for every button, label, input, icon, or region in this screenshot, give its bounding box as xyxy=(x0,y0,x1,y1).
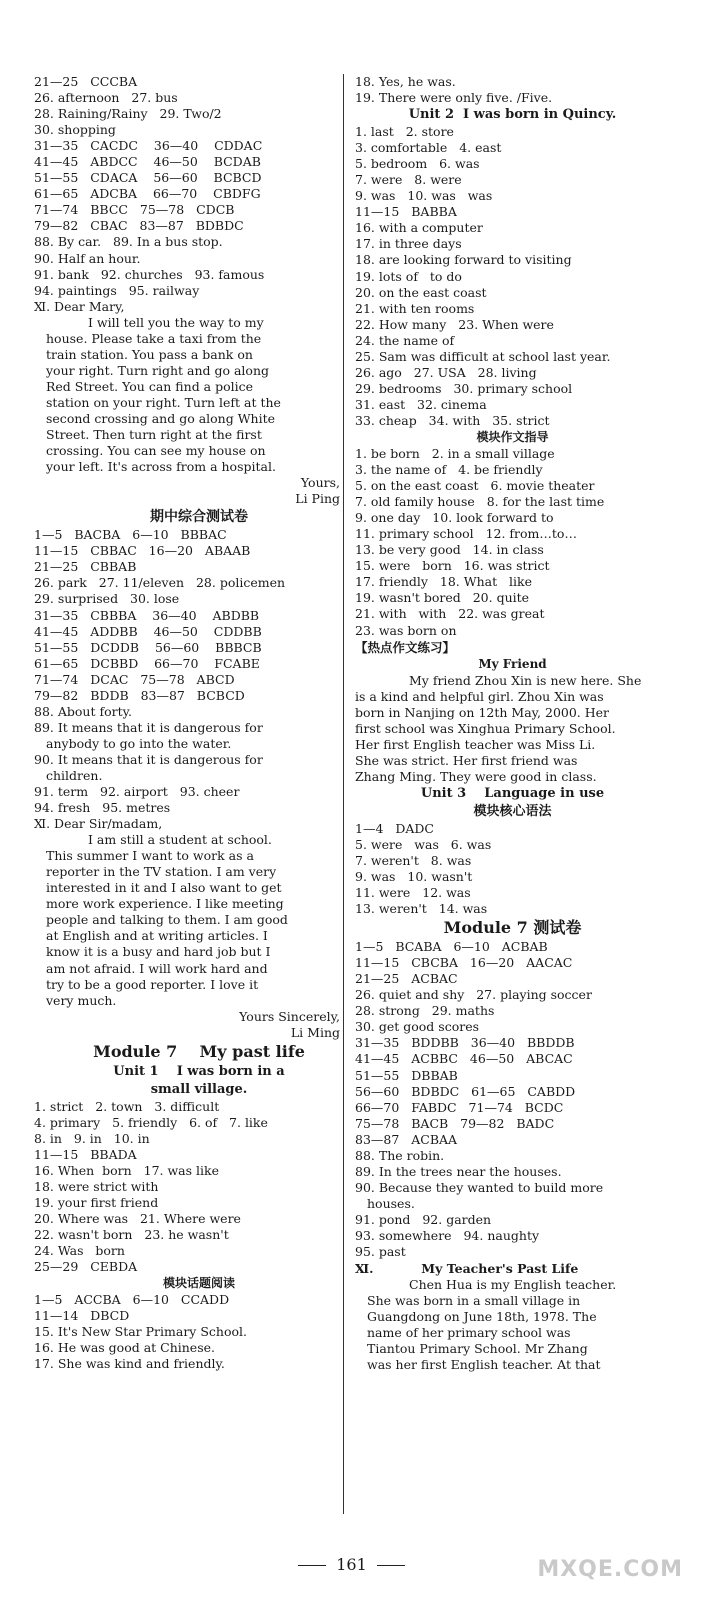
right-line: was her first English teacher. At that xyxy=(367,1357,601,1373)
right-line: 18. are looking forward to visiting xyxy=(355,252,572,268)
left-line: 91. term 92. airport 93. cheer xyxy=(34,784,240,800)
left-line: 11—15 BBADA xyxy=(34,1146,137,1162)
left-line: 19. your first friend xyxy=(34,1195,159,1211)
right-line: Unit 3 Language in use xyxy=(420,785,605,801)
right-line: 1—4 DADC xyxy=(355,820,434,836)
right-line: Tiantou Primary School. Mr Zhang xyxy=(367,1341,588,1357)
left-line: 31—35 CBBBA 36—40 ABDBB xyxy=(34,607,260,623)
left-line: 17. She was kind and friendly. xyxy=(34,1356,225,1372)
right-line: She was born in a small village in xyxy=(367,1293,581,1309)
right-line: 20. on the east coast xyxy=(355,284,487,300)
left-line: 11—14 DBCD xyxy=(34,1308,130,1324)
left-line: 29. surprised 30. lose xyxy=(34,591,180,607)
right-line: 13. weren't 14. was xyxy=(355,901,488,917)
left-line: 61—65 ADCBA 66—70 CBDFG xyxy=(34,186,261,202)
left-line: 8. in 9. in 10. in xyxy=(34,1130,150,1146)
left-line: I will tell you the way to my xyxy=(88,314,264,330)
left-line: 71—74 BBCC 75—78 CDCB xyxy=(34,202,235,218)
right-line: 19. lots of to do xyxy=(355,268,462,284)
right-line: 29. bedrooms 30. primary school xyxy=(355,380,573,396)
left-line: Unit 1 I was born in a xyxy=(113,1063,285,1079)
right-line: 3. comfortable 4. east xyxy=(355,140,502,156)
left-line: your right. Turn right and go along xyxy=(46,362,269,378)
left-line: 20. Where was 21. Where were xyxy=(34,1211,241,1227)
left-line: 94. paintings 95. railway xyxy=(34,282,200,298)
right-line: 25. Sam was difficult at school last year. xyxy=(355,348,611,364)
left-line: I am still a student at school. xyxy=(88,832,272,848)
left-line: 51—55 DCDDB 56—60 BBBCB xyxy=(34,639,262,655)
right-line: 95. past xyxy=(355,1244,406,1260)
left-line: Li Ping xyxy=(295,491,340,507)
left-line: 90. It means that it is dangerous for xyxy=(34,751,263,767)
right-line: houses. xyxy=(367,1195,415,1211)
right-line: 16. with a computer xyxy=(355,220,483,236)
left-line: Ⅺ. Dear Mary, xyxy=(34,298,125,314)
left-line: am not afraid. I will work hard and xyxy=(46,960,268,976)
left-line: at English and at writing articles. I xyxy=(46,928,268,944)
left-line: Ⅺ. Dear Sir/madam, xyxy=(34,816,163,832)
right-line: 7. old family house 8. for the last time xyxy=(355,494,605,510)
right-line: 17. friendly 18. What like xyxy=(355,574,532,590)
right-line: Guangdong on June 18th, 1978. The xyxy=(367,1309,597,1325)
right-line: My Friend xyxy=(478,656,547,671)
right-line: Chen Hua is my English teacher. xyxy=(409,1277,617,1293)
left-line: 88. By car. 89. In a bus stop. xyxy=(34,234,223,250)
left-line: house. Please take a taxi from the xyxy=(46,330,262,346)
right-line: 75—78 BACB 79—82 BADC xyxy=(355,1115,555,1131)
left-line: crossing. You can see my house on xyxy=(46,443,266,459)
right-line: 7. were 8. were xyxy=(355,172,462,188)
right-line: 91. pond 92. garden xyxy=(355,1211,492,1227)
right-line: 30. get good scores xyxy=(355,1019,480,1035)
left-line: 1—5 ACCBA 6—10 CCADD xyxy=(34,1292,230,1308)
right-line: 21—25 ACBAC xyxy=(355,971,458,987)
right-line: Unit 2 I was born in Quincy. xyxy=(408,107,617,123)
right-line: Module 7 测试卷 xyxy=(443,918,582,938)
left-line: 期中综合测试卷 xyxy=(150,509,248,526)
footer-dash-right xyxy=(377,1565,405,1566)
right-line: 1—5 BCABA 6—10 ACBAB xyxy=(355,939,548,955)
page-number: 161 xyxy=(336,1555,367,1574)
right-line: 88. The robin. xyxy=(355,1147,445,1163)
right-line: 11. were 12. was xyxy=(355,885,471,901)
right-line: 1. be born 2. in a small village xyxy=(355,445,555,461)
right-line: Her first English teacher was Miss Li. xyxy=(355,736,596,752)
right-column xyxy=(355,74,670,1373)
right-line: 51—55 DBBAB xyxy=(355,1067,458,1083)
left-line: very much. xyxy=(46,992,117,1008)
left-line: 26. park 27. 11/eleven 28. policemen xyxy=(34,575,286,591)
left-line: Li Ming xyxy=(290,1024,340,1040)
right-line: 【热点作文练习】 xyxy=(355,639,456,655)
right-line: 93. somewhere 94. naughty xyxy=(355,1228,540,1243)
left-line: 51—55 CDACA 56—60 BCBCD xyxy=(34,170,262,186)
right-line: 11—15 BABBA xyxy=(355,204,457,220)
left-line: 41—45 ABDCC 46—50 BCDAB xyxy=(34,154,261,170)
left-line: 21—25 CCCBA xyxy=(34,74,138,89)
left-line: 15. It's New Star Primary School. xyxy=(34,1324,247,1340)
left-line: 16. He was good at Chinese. xyxy=(34,1340,215,1356)
left-line: 16. When born 17. was like xyxy=(34,1162,219,1178)
right-line: 31—35 BDDBB 36—40 BBDDB xyxy=(355,1035,575,1051)
right-line: 26. ago 27. USA 28. living xyxy=(355,364,537,380)
right-line: 19. wasn't bored 20. quite xyxy=(355,590,530,606)
right-line: 24. the name of xyxy=(355,332,455,348)
right-line: 7. weren't 8. was xyxy=(355,852,472,868)
right-line: 41—45 ACBBC 46—50 ABCAC xyxy=(355,1051,573,1067)
right-line: 90. Because they wanted to build more xyxy=(355,1179,604,1195)
right-line: first school was Xinghua Primary School. xyxy=(355,720,616,736)
right-line: Zhang Ming. They were good in class. xyxy=(355,768,597,784)
right-line: My friend Zhou Xin is new here. She xyxy=(409,672,642,688)
left-line: 24. Was born xyxy=(34,1243,125,1259)
left-line: 18. were strict with xyxy=(34,1179,159,1194)
right-line: Ⅺ. My Teacher's Past Life xyxy=(355,1261,579,1277)
right-line: She was strict. Her first friend was xyxy=(355,752,578,768)
right-line: 15. were born 16. was strict xyxy=(355,558,550,574)
left-column xyxy=(34,74,364,1373)
left-line: Yours Sincerely, xyxy=(239,1008,340,1024)
right-line: 9. was 10. wasn't xyxy=(355,869,473,885)
right-line: 17. in three days xyxy=(355,236,462,252)
right-line: is a kind and helpful girl. Zhou Xin was xyxy=(355,688,604,704)
right-line: 9. one day 10. look forward to xyxy=(355,510,554,526)
right-line: 19. There were only five. /Five. xyxy=(355,90,553,106)
left-line: 30. shopping xyxy=(34,122,116,138)
left-line: train station. You pass a bank on xyxy=(46,346,253,362)
footer-dash-left xyxy=(298,1565,326,1566)
right-line: 28. strong 29. maths xyxy=(355,1003,495,1019)
right-line: 89. In the trees near the houses. xyxy=(355,1163,562,1179)
left-line: 91. bank 92. churches 93. famous xyxy=(34,266,265,282)
right-line: 11. primary school 12. from…to… xyxy=(355,526,577,542)
left-line: 61—65 DCBBD 66—70 FCABE xyxy=(34,655,260,671)
left-line: reporter in the TV station. I am very xyxy=(46,864,277,880)
left-line: anybody to go into the water. xyxy=(46,735,232,751)
left-line: Red Street. You can find a police xyxy=(46,378,254,394)
right-line: 31. east 32. cinema xyxy=(355,396,487,412)
right-line: 23. was born on xyxy=(355,622,457,638)
left-line: 1—5 BACBA 6—10 BBBAC xyxy=(34,527,227,543)
left-line: 89. It means that it is dangerous for xyxy=(34,719,263,735)
right-line: 1. last 2. store xyxy=(355,124,454,140)
left-line: 71—74 DCAC 75—78 ABCD xyxy=(34,671,235,687)
right-line: 9. was 10. was was xyxy=(355,188,493,204)
left-line: 4. primary 5. friendly 6. of 7. like xyxy=(34,1114,268,1130)
right-line: 83—87 ACBAA xyxy=(355,1131,458,1147)
right-line: 26. quiet and shy 27. playing soccer xyxy=(355,987,592,1003)
watermark-logo: MXQE.COM xyxy=(537,1557,683,1582)
column-divider xyxy=(343,74,344,1514)
right-line: 21. with ten rooms xyxy=(355,300,475,316)
left-line: 79—82 CBAC 83—87 BDBDC xyxy=(34,218,244,234)
left-line: 21—25 CBBAB xyxy=(34,559,137,575)
right-line: 21. with with 22. was great xyxy=(355,606,545,622)
right-line: 3. the name of 4. be friendly xyxy=(355,462,543,478)
left-line: 模块话题阅读 xyxy=(162,1276,235,1291)
left-line: station on your right. Turn left at the xyxy=(46,394,281,410)
left-line: Module 7 My past life xyxy=(93,1041,305,1061)
right-line: 5. were was 6. was xyxy=(355,836,492,852)
right-line: 模块作文指导 xyxy=(476,429,549,444)
left-line: 41—45 ADDBB 46—50 CDDBB xyxy=(34,623,262,639)
right-line: name of her primary school was xyxy=(367,1325,571,1341)
left-line: more work experience. I like meeting xyxy=(46,896,284,912)
left-line: try to be a good reporter. I love it xyxy=(46,976,259,992)
left-line: 1. strict 2. town 3. difficult xyxy=(34,1098,220,1114)
left-line: second crossing and go along White xyxy=(46,410,276,426)
left-line: 88. About forty. xyxy=(34,703,132,719)
left-line: 25—29 CEBDA xyxy=(34,1259,138,1275)
left-line: This summer I want to work as a xyxy=(46,848,254,864)
left-line: people and talking to them. I am good xyxy=(46,912,288,928)
right-line: 56—60 BDBDC 61—65 CABDD xyxy=(355,1083,576,1099)
left-line: 79—82 BDDB 83—87 BCBCD xyxy=(34,687,245,703)
right-line: 13. be very good 14. in class xyxy=(355,542,544,558)
left-line: interested in it and I also want to get xyxy=(46,880,282,896)
right-line: 22. How many 23. When were xyxy=(355,316,554,332)
right-line: 5. bedroom 6. was xyxy=(355,156,480,172)
left-line: 31—35 CACDC 36—40 CDDAC xyxy=(34,138,263,154)
left-line: small village. xyxy=(150,1081,248,1097)
right-line: born in Nanjing on 12th May, 2000. Her xyxy=(355,704,610,720)
left-line: children. xyxy=(46,767,103,783)
left-line: 90. Half an hour. xyxy=(34,250,141,266)
left-line: your left. It's across from a hospital. xyxy=(46,459,276,475)
left-line: Street. Then turn right at the first xyxy=(46,427,262,443)
left-line: 26. afternoon 27. bus xyxy=(34,90,178,106)
left-line: 94. fresh 95. metres xyxy=(34,800,171,816)
left-line: 22. wasn't born 23. he wasn't xyxy=(34,1227,229,1243)
left-line: 28. Raining/Rainy 29. Two/2 xyxy=(34,106,222,122)
left-line: Yours, xyxy=(300,475,340,491)
right-line: 18. Yes, he was. xyxy=(355,74,456,89)
left-line: know it is a busy and hard job but I xyxy=(46,944,271,960)
right-line: 33. cheap 34. with 35. strict xyxy=(355,412,550,428)
right-line: 11—15 CBCBA 16—20 AACAC xyxy=(355,955,573,971)
right-line: 模块核心语法 xyxy=(473,803,552,819)
left-line: 11—15 CBBAC 16—20 ABAAB xyxy=(34,543,251,559)
right-line: 66—70 FABDC 71—74 BCDC xyxy=(355,1099,564,1115)
right-line: 5. on the east coast 6. movie theater xyxy=(355,478,595,494)
